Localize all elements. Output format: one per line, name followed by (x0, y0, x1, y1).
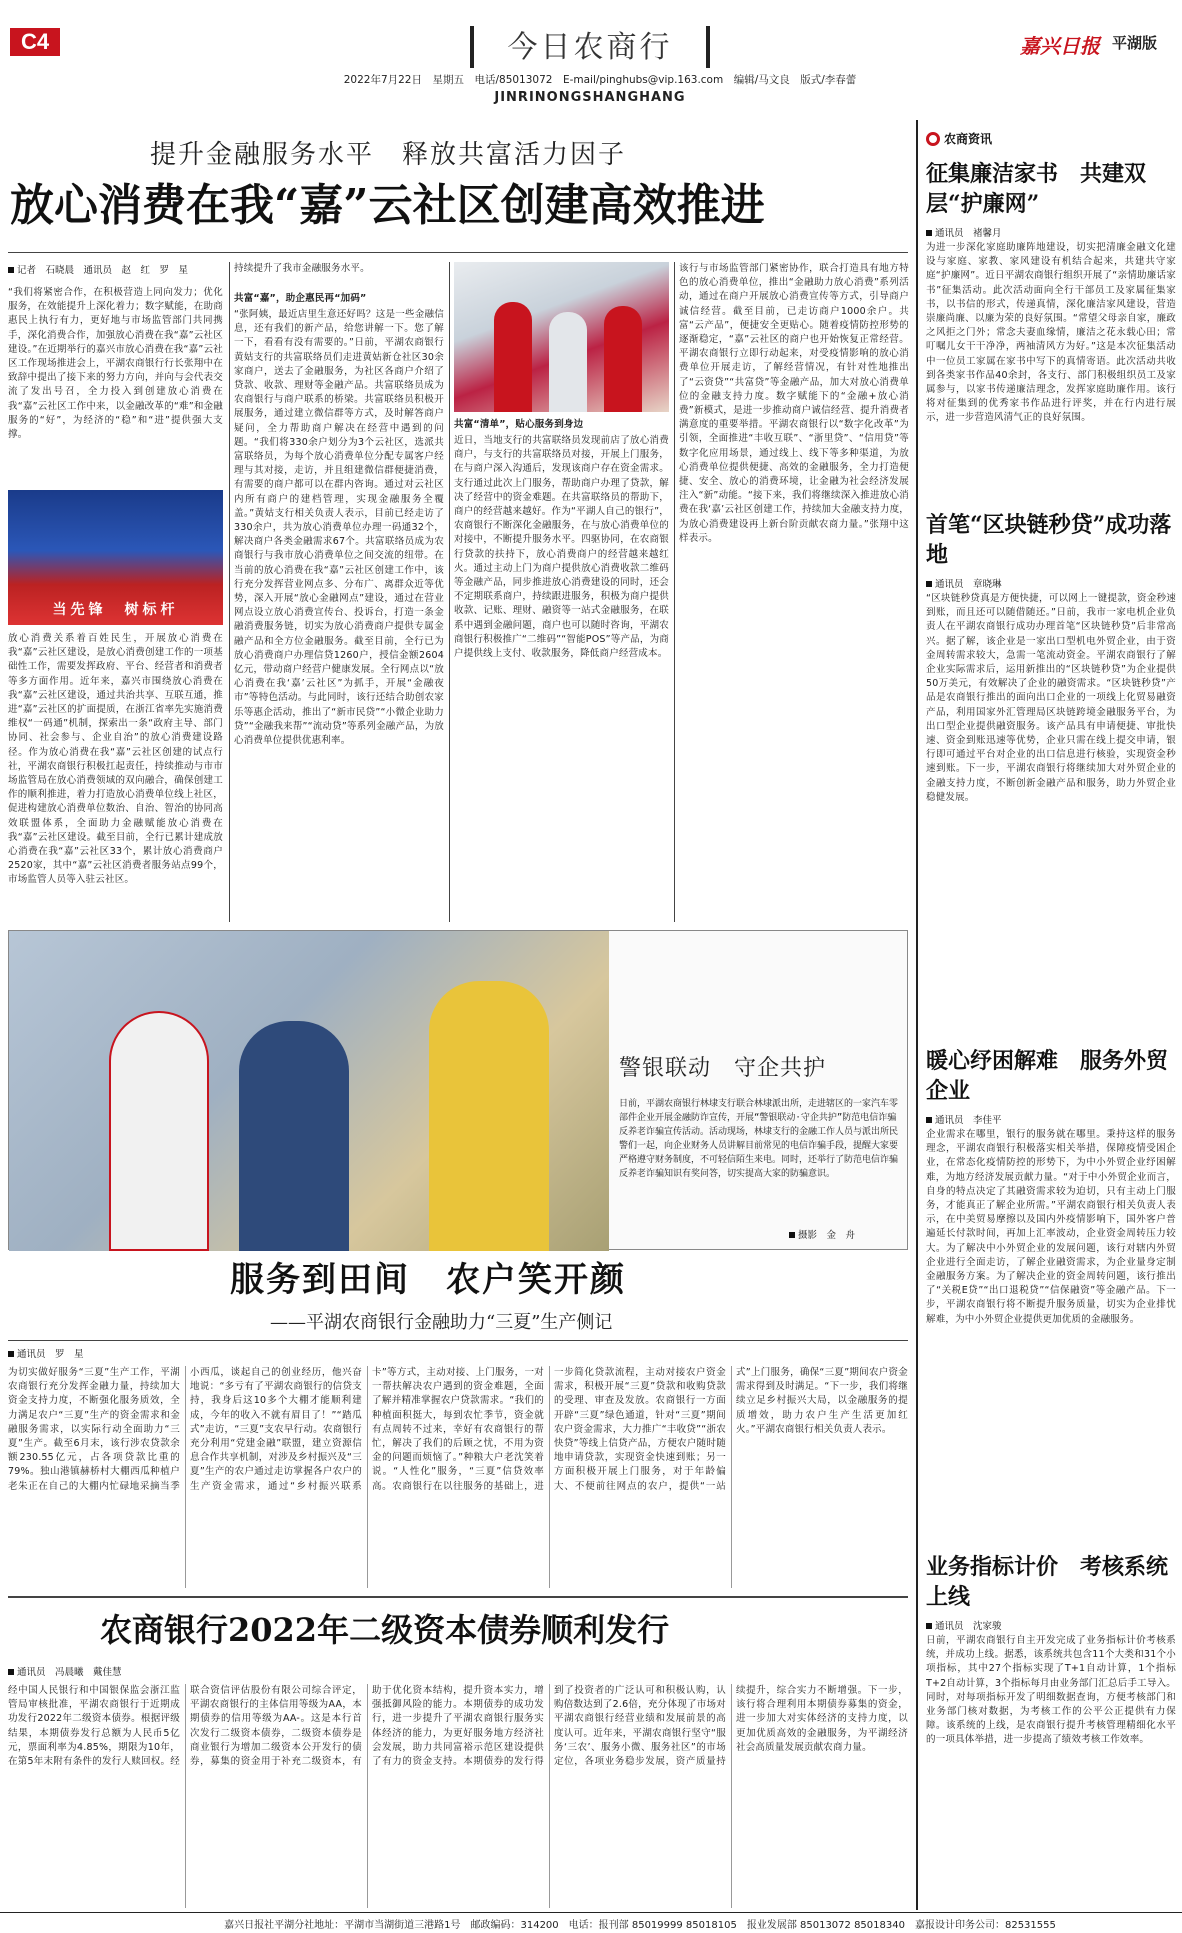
sidebar-article-title: 征集廉洁家书 共建双层“护廉网” (926, 161, 1147, 217)
sidebar-section-text: 农商资讯 (944, 132, 993, 146)
lead-col2-sub1: 共富“嘉”，助企惠民再“加码” (234, 293, 367, 304)
lead-kicker: 提升金融服务水平 释放共富活力因子 (150, 140, 627, 170)
lead-col3-sub: 共富“清单”，贴心服务到身边 (454, 419, 584, 430)
sidebar-article-body: 日前，平湖农商银行自主开发完成了业务指标计价考核系统，并成功上线。据悉，该系统共包含11个大类和31个小项指标，其中27个指标实现了T+1自动计算，1个指标T+2自动计算，3个指标每月由业务部门汇总后手工导入。同时，对每项指标开发了明细数据查询，方便考核部门和业务部门核对数据，为考核工作的公平公正提供有力保障。该系统的上线，是农商银行提升考核管理精细化水平的一项具体举措，进一步提高了绩效考核工作效率。 (926, 1635, 1176, 1746)
sidebar-divider (916, 120, 918, 1910)
sidebar (926, 130, 1176, 1910)
sidebar-article-body: 企业需求在哪里，银行的服务就在哪里。秉持这样的服务理念，平湖农商银行积极落实相关举措，保障疫情受困企业，在常态化疫情防控的形势下，为中小外贸企业纾困解难，为地方经济发展贡献力量。“对于中小外贸企业而言，自身的特点决定了其融资需求较为迫切，只有主动上门服务，才能真正了解企业所需。”平湖农商银行相关负责人表示，在中美贸易摩擦以及国内外疫情影响下，国外客户普遍延长付款时间，再加上汇率波动，企业资金周转压力较大。为了解决中小外贸企业的发展问题，该行对辖内外贸企业进行全面走访，了解企业融资需求，为企业量身定制金融服务方案。为了解决企业的资金周转问题，该行推出了“关税E贷”“出口退税贷”“信保融资”等金融产品。下一步，平湖农商银行将不断提升服务质量，切实为企业排忧解难，为中小外贸企业提供更加优质的金融服务。 (926, 1129, 1176, 1325)
section-title-rule (470, 26, 474, 68)
lead-col1b: 放心消费关系着百姓民生，开展放心消费在我“嘉”云社区建设，是放心消费创建工作的一项基础性工作，需要发挥政府、平台、经营者和消费者等多方面作用。近年来，嘉兴市围绕放心消费在我“嘉”云社区建设，通过共治共享、互联互通，推进“嘉”云社区的扩面提质，在浙江省率先实施消费维权“一码通”机制，探索出一条“政府主导、部门协同、社会参与、企业自治”的放心消费建设路径。作为放心消费在我“嘉”云社区创建的试点行社，平湖农商银行积极扛起责任，持续推动与市市场监管局在放心消费领域的双向融合，确保创建工作的顺利推进，着力打造放心消费单位线上社区，促进构建放心消费单位数治、自治、智治的协同高效联盟体系，全面助力金融赋能放心消费在我“嘉”云社区建设。截至目前，全行已累计建成放心消费在我“嘉”云社区33个，累计放心消费商户2520家，其中“嘉”云社区消费者服务站点99个，市场监管人员等入驻云社区。 (8, 633, 223, 886)
lead-byline-text: 记者 石晓晨 通讯员 赵 红 罗 星 (17, 265, 189, 276)
lead-photo (8, 490, 223, 625)
photo-story-image (9, 931, 609, 1251)
person-police (239, 1021, 349, 1251)
person-banker (109, 1011, 209, 1251)
mid-headline: 服务到田间 农户笑开颜 (230, 1260, 626, 1300)
photo-story-credit-text: 摄影 金 舟 (798, 1230, 856, 1241)
lead-headline: 放心消费在我“嘉”云社区创建高效推进 (10, 180, 765, 231)
photo-story (8, 930, 908, 1250)
sidebar-article-title: 业务指标计价 考核系统上线 (926, 1554, 1169, 1610)
photo-story-credit (789, 1227, 899, 1241)
bottom-rule-top (8, 1596, 908, 1598)
section-pinyin: JINRINONGSHANGHANG (494, 90, 686, 105)
mid-byline (8, 1346, 208, 1362)
page-code: C4 (10, 28, 60, 56)
section-title-rule-right (706, 26, 710, 68)
sidebar-article-byline: 通讯员 沈家骏 (935, 1621, 1002, 1632)
mid-rule (8, 1340, 908, 1341)
footer-rule (0, 1912, 1182, 1913)
sidebar-article-2 (926, 510, 1176, 1032)
sidebar-article-title: 首笔“区块链秒贷”成功落地 (926, 512, 1172, 568)
sidebar-article-body: 为进一步深化家庭助廉阵地建设，切实把清廉金融文化建设与家庭、家教、家风建设有机结合起来，共建共守家庭“护廉网”。近日平湖农商银行组织开展了“亲情助廉话家书”征集活动。此次活动面向全行干部员工及家属征集家书，以书信的形式，传递真情，深化廉洁家风建设，营造崇廉尚廉、以廉为荣的良好氛围。“常望父母亲自家，廉政之风拒之门外；常念夫妻血缘情，廉洁之花永载心田；常叮嘱儿女干干净净，两袖清风方为好。”这是本次征集活动中一位员工家属在家书中写下的真情寄语。此次活动共收到各类家书作品40余封，各支行、部门积极组织员工及家属参与，以家书传递廉洁理念，发挥家庭助廉作用。该行将对征集到的优秀家书作品进行评奖，并在行内进行展示，进一步营造风清气正的良好氛围。 (926, 242, 1176, 424)
person-silhouette (494, 302, 532, 412)
sidebar-article-body: “区块链秒贷真是方便快捷，可以网上一键提款，资金秒速到账，而且还可以随借随还。”日前，我市一家电机企业负责人在平湖农商银行成功办理首笔“区块链秒贷”后非常高兴。据了解，该企业是一家出口型机电外贸企业，由于资金周转需求较大，急需一笔流动资金。平湖农商银行了解企业实际需求后，运用新推出的“区块链秒贷”为企业提供50万美元，有效解决了企业的融资需求。“区块链秒贷”产品是农商银行推出的面向出口企业的一项线上化贸易融资产品，利用国家外汇管理局区块链跨境金融服务平台，为出口型企业提供融资服务。该产品具有申请便捷、审批快速、资金到账迅速等优势，企业只需在线上提交申请，银行即可通过平台对企业的出口信息进行核验，实现资金秒速到账。下一步，平湖农商银行将继续加大对外贸企业的金融支持力度，不断创新金融产品和服务，助力外贸企业稳健发展。 (926, 593, 1176, 803)
section-mark-icon (926, 132, 940, 146)
sidebar-article-1 (926, 159, 1176, 496)
footer-text: 嘉兴日报社平湖分社地址：平湖市当湖街道三港路1号 邮政编码：314200 电话：报刊部 85019999 85018105 报业发展部 85013072 85018340 嘉报设计印务公司：82531555 (224, 1920, 1056, 1931)
edition-label: 平湖版 (1112, 34, 1158, 52)
photo-story-title: 警银联动 守企共护 (619, 1056, 827, 1081)
bottom-headline: 农商银行2022年二级资本债券顺利发行 (100, 1611, 670, 1649)
newspaper-logo: 嘉兴日报 (1020, 34, 1100, 58)
lead-col1: “我们将紧密合作，在积极营造上同向发力；优化服务，在效能提升上深化着力；数字赋能，在助商惠民上执行有力，更好地与市场监管部门共同携手，深化消费合作，加强放心消费在我“嘉”云社区建设。”在近期举行的嘉兴市放心消费在我“嘉”云社区工作现场推进会上，平湖农商银行行长张翔中在致辞中提出了接下来的努力方向，并向与会代表交流了发出号召，全力投入到创建放心消费在我“嘉”云社区工作中来，以金融改革的“难”和金融服务的“好”，为经济的“稳”和“进”提供强大支撑。 (8, 287, 223, 441)
person-silhouette (549, 312, 587, 412)
person-worker (429, 981, 549, 1251)
lead-col4: 该行与市场监管部门紧密协作，联合打造具有地方特色的放心消费单位，推出“金融助力放心消费”系列活动，通过在商户开展放心消费宣传等方式，引导商户诚信经营。截至目前，已走访商户1000余户。共富“云产品”，便捷安全更贴心。随着疫情防控形势的逐渐稳定，“嘉”云社区的商户也开始恢复正常经营。平湖农商银行立即行动起来，对受疫情影响的放心消费单位开展走访，了解经营情况，有针对性地推出了“云资贷”“共富贷”等金融产品，加大对放心消费单位的金融支持力度。数字赋能下的“金融+放心消费”新模式，是进一步推动商户诚信经营、提升消费者满意度的重要举措。平湖农商银行以“数字化改革”为引领，全面推进“丰收互联”、“浙里贷”、“信用贷”等数字化应用场景，通过线上、线下等多种渠道，为放心消费单位提供便捷、高效的金融服务，全力打造便捷、安全、放心的消费环境，让金融为社会经济发展注入“新”动能。“接下来，我们将继续深入推进放心消费在我‘嘉’云社区创建工作，持续加大金融支持力度，为放心消费建设再上新台阶贡献农商力量。”张翔中这样表示。 (679, 263, 909, 544)
lead-rule (8, 252, 908, 253)
sidebar-article-title: 暖心纾困解难 服务外贸企业 (926, 1048, 1169, 1104)
page-header (0, 0, 1182, 74)
bottom-byline-text: 通讯员 冯晨曦 戴佳慧 (17, 1667, 122, 1678)
photo-story-caption: 日前，平湖农商银行林埭支行联合林埭派出所，走进辖区的一家汽车零部件企业开展金融防诈宣传，开展“警银联动·守企共护”防范电信诈骗反养老诈骗宣传活动。活动现场，林埭支行的金融工作人员与派出所民警们一起，向企业财务人员讲解目前常见的电信诈骗手段，提醒大家要严格遵守财务制度，不可轻信陌生来电。同时，还举行了防范电信诈骗反养老诈骗知识有奖问答，切实提高大家的防骗意识。 (619, 1099, 899, 1179)
person-silhouette (604, 306, 642, 412)
bottom-body: 经中国人民银行和中国银保监会浙江监管局审核批准，平湖农商银行于近期成功发行2022年二级资本债券。根据评级结果，本期债券发行总额为人民币5亿元，票面利率为4.85%，期限为10年，在第5年末附有条件的发行人赎回权。经联合资信评估股份有限公司综合评定，平湖农商银行的主体信用等级为AA，本期债券的信用等级为AA-。这是本行首次发行二级资本债券，二级资本债券是商业银行为增加二级资本公开发行的债券，募集的资金用于补充二级资本，有助于优化资本结构，提升资本实力，增强抵御风险的能力。本期债券的成功发行，进一步提升了平湖农商银行服务实体经济的能力，为更好服务地方经济社会发展，助力共同富裕示范区建设提供了有力的资金支持。本期债券的发行得到了投资者的广泛认可和积极认购，认购倍数达到了2.6倍，充分体现了市场对平湖农商银行经营业绩和发展前景的高度认可。近年来，平湖农商银行坚守“服务‘三农’、服务小微、服务社区”的市场定位，各项业务稳步发展，资产质量持续提升，综合实力不断增强。下一步，该行将合理利用本期债券募集的资金，进一步加大对实体经济的支持力度，以更加优质高效的金融服务，为平湖经济社会高质量发展贡献农商力量。 (8, 1685, 908, 1768)
col-divider-1 (229, 262, 230, 922)
sidebar-article-4 (926, 1552, 1176, 1834)
sidebar-section-label (926, 130, 1176, 147)
sidebar-article-byline: 通讯员 李佳平 (935, 1115, 1002, 1126)
mid-byline-text: 通讯员 罗 星 (17, 1349, 84, 1360)
mid-body: 为切实做好服务“三夏”生产工作，平湖农商银行充分发挥金融力量，持续加大资金支持力度，不断强化服务质效，全力满足农户“三夏”生产的资金需求和金融服务需求，以实际行动全面助力“三夏”生产。截至6月末，该行涉农贷款余额230.55亿元，占各项贷款比重的79%。独山港镇赫桥村大棚西瓜种植户老朱正在自己的大棚内忙碌地采摘当季小西瓜，谈起自己的创业经历，他兴奋地说：“多亏有了平湖农商银行的信贷支持，我身后这10多个大棚才能顺利建成，今年的收入不就有眉目了！”“踏瓜式”走访，“三夏”支农早行动。农商银行充分利用“党建金融”联盟，建立资源信息合作共享机制，对涉及乡村振兴及“三夏”生产的农户通过走访掌握各户农户的生产资金需求，通过“乡村振兴联系卡”等方式，主动对接、上门服务，一对一帮扶解决农户遇到的资金难题，全面了解并精准掌握农户贷款需求。“我们的种植面积挺大，每到农忙季节，资金就有点周转不过来，幸好有农商银行的帮忙，解决了我们的后顾之忧，不用为资金的问题而烦恼了。”种粮大户老沈笑着说。“人性化”服务，“三夏”信贷效率高。农商银行在以往服务的基础上，进一步简化贷款流程，主动对接农户资金需求，积极开展“三夏”贷款和收购贷款的受理、审查及发放。农商银行一方面开辟“三夏”绿色通道，针对“三夏”期间农户资金需求，大力推广“丰收贷”“浙农快贷”等线上信贷产品，方便农户随时随地申请贷款，实现资金快速到账；另一方面积极开展上门服务，对于年龄偏大、不便前往网点的农户，提供“一站式”上门服务，确保“三夏”期间农户资金需求得到及时满足。“下一步，我们将继续立足乡村振兴大局，以金融服务的提质增效，助力农户生产生活更加红火。”平湖农商银行相关负责人表示。 (8, 1367, 908, 1492)
section-title: 今日农商行 (507, 30, 673, 65)
mid-subheadline: ——平湖农商银行金融助力“三夏”生产侧记 (270, 1312, 613, 1333)
col-divider-2 (449, 262, 450, 922)
lead-byline (8, 262, 258, 278)
sidebar-article-byline: 通讯员 章晓琳 (935, 579, 1002, 590)
bottom-byline (8, 1664, 308, 1680)
date-line: 2022年7月22日 星期五 电话/85013072 E-mail/pinghubs@vip.163.com 编辑/马文良 版式/李春蕾 (343, 74, 857, 86)
lead-photo-banner: 当先锋 树标杆 (52, 602, 179, 618)
lead-photo-2 (454, 262, 669, 412)
col-divider-3 (674, 262, 675, 922)
lead-col3: 近日，当地支行的共富联络员发现前店了放心消费商户，与支行的共富联络员对接，开展上门服务，在与商户深入沟通后，发现该商户存在资金需求。支行通过此次上门服务，帮助商户办理了贷款，解决了经营中的资金难题。在共富联络员的帮助下，商户的经营越来越好。作为“平湖人自己的银行”，农商银行不断深化金融服务，在与放心消费单位的对接中，不断提升服务水平。四驱协同，在农商银行贷款的扶持下，放心消费商户的经营越来越红火。通过主动上门为商户提供放心消费收款二维码等金融产品，同步推进放心消费建设的同时，还会不定期联系商户，持续跟进服务，积极为商户提供收款、记账、理财、融资等一站式金融服务，在联系中遇到金融问题，商户也可以随时咨询，平湖农商银行积极推广“二维码”“智能POS”等产品，为商户提供线上支付、收款服务，降低商户经营成本。 (454, 435, 669, 660)
sidebar-article-3 (926, 1046, 1176, 1538)
sidebar-article-byline: 通讯员 褚馨月 (935, 228, 1002, 239)
lead-col2b: “张阿姨，最近店里生意还好吗？这是一些金融信息，还有我们的新产品，给您讲解一下。您了解一下，看看有没有需要的。”日前，平湖农商银行黄姑支行的共富联络员们走进黄姑新仓社区30余家商户，送去了金融服务，为社区各商户介绍了贷款、收款、理财等金融产品。共富联络员成为农商银行与商户联系的桥梁。共富联络员积极开展服务，通过建立微信群等方式，及时解答商户疑问，全力帮助商户解决在经营中遇到的问题。“我们将330余户划分为3个云社区，选派共富联络员，为每个放心消费单位分配专属客户经理与其对接，走访，并且组建微信群便捷消费，有需要的商户都可以在群内咨询。通过对云社区内所有商户的建档管理，实现金融服务全覆盖。”黄姑支行相关负责人表示，目前已经走访了330余户，共为放心消费单位办理一码通32个，解决商户各类金融需求67个。共富联络员成为农商银行与我市放心消费单位之间交流的纽带。在当前的放心消费在我“嘉”云社区创建工作中，该行充分发挥营业网点多、分布广、离群众近等优势，深入开展“放心金融网点”建设，通过在营业网点设立放心消费宣传台、投诉台，打造一条金融消费服务链，切实为放心消费商户提供专属金融产品和全方位金融服务。截至目前，全行已为放心消费商户办理信贷1260户，授信金额2604亿元，带动商户经营户健康发展。全行网点以“放心消费在我‘嘉’云社区”为抓手，开展“金融夜市”等特色活动。与此同时，该行还结合助创农家乐等惠企活动，推出了“新市民贷”“小微企业助力贷”“金融我来帮”“流动贷”等系列金融产品，为放心消费单位提供优惠利率。 (234, 309, 444, 747)
lead-col2a: 持续提升了我市金融服务水平。 (234, 263, 370, 274)
